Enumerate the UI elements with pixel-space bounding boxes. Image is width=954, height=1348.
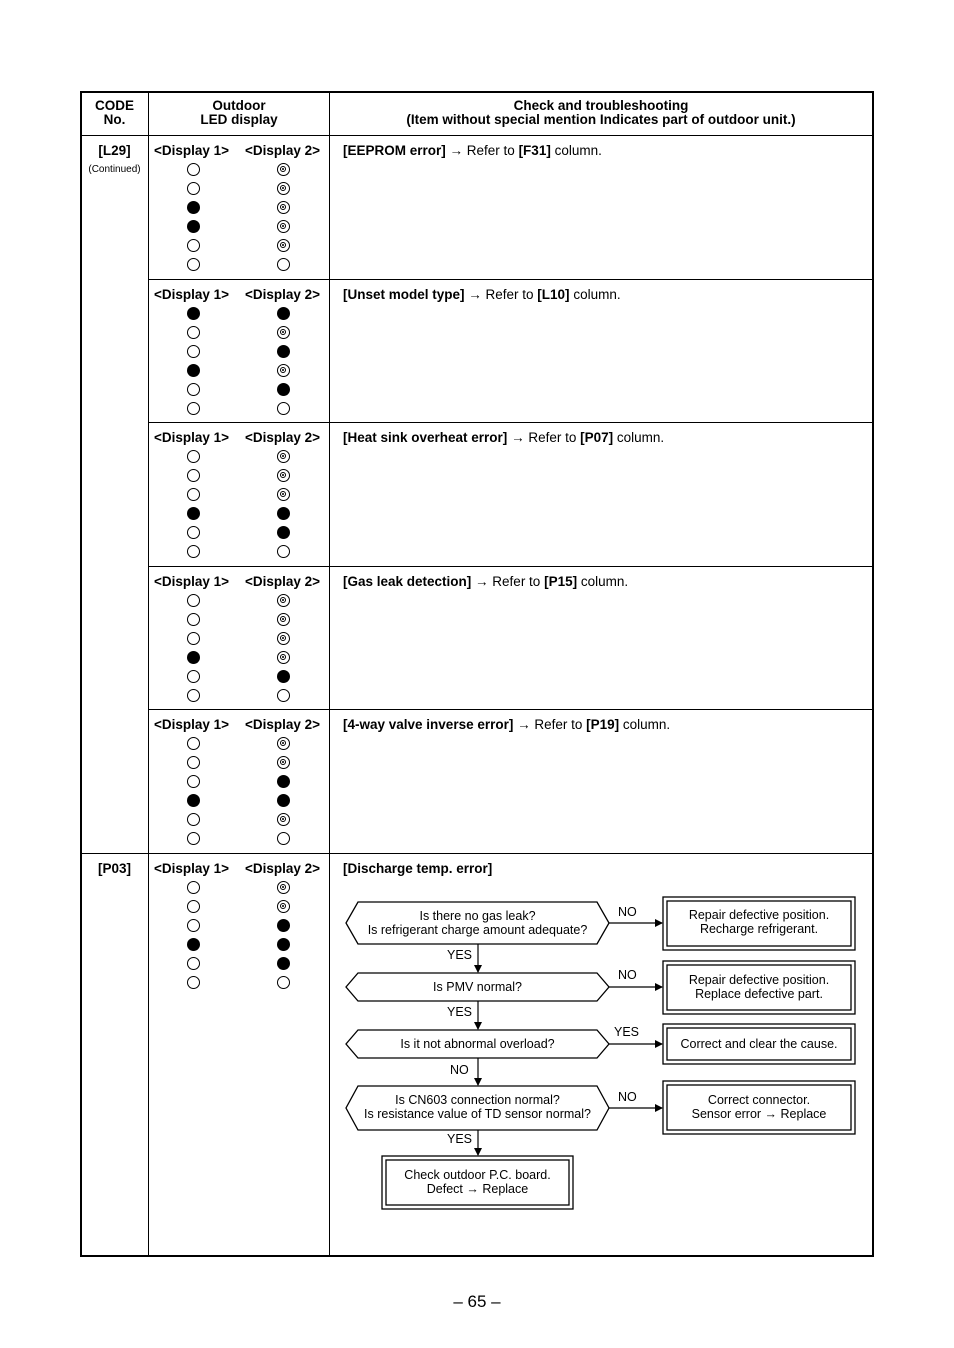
header-code-line1: CODE — [94, 98, 134, 113]
column-text: column. — [577, 574, 629, 589]
q1-text — [346, 909, 609, 937]
q2-no-label: NO — [618, 968, 637, 982]
display2-label: <Display 2> — [245, 574, 321, 589]
q1-line1: Is there no gas leak? — [419, 909, 536, 923]
p03-title-text: [Discharge temp. error] — [343, 861, 493, 876]
q4-line1: Is CN603 connection normal? — [395, 1093, 560, 1107]
column-text: column. — [550, 143, 602, 158]
display2-label: <Display 2> — [245, 717, 321, 732]
reference-code: [L10] — [537, 287, 570, 302]
header-code-line2: No. — [103, 112, 126, 127]
reference-code: [P15] — [544, 574, 578, 589]
a4-text — [663, 1093, 855, 1121]
display1-label: <Display 1> — [154, 430, 230, 445]
q3-no-label: NO — [450, 1063, 469, 1077]
error-name: [Gas leak detection] — [343, 574, 472, 589]
page-number: – 65 – — [453, 1292, 501, 1311]
reference-code: [P07] — [580, 430, 614, 445]
a2-line2: Replace defective part. — [695, 987, 823, 1001]
code-l29-note: (Continued) — [88, 164, 141, 175]
q1-yes-label: YES — [447, 948, 473, 962]
column-text: column. — [569, 287, 621, 302]
code-p03: [P03] — [97, 861, 131, 876]
display2-label: <Display 2> — [245, 287, 321, 302]
a4-line1: Correct connector. — [707, 1093, 811, 1107]
q1-no-label: NO — [618, 905, 637, 919]
column-text: column. — [619, 717, 671, 732]
header-led-line1: Outdoor — [212, 98, 266, 113]
a3-text: Correct and clear the cause. — [680, 1037, 838, 1051]
q3-yes-label: YES — [614, 1025, 640, 1039]
q1-line2: Is refrigerant charge amount adequate? — [367, 923, 588, 937]
header-check-line2: (Item without special mention Indicates part of outdoor unit.) — [406, 112, 796, 127]
q4-no-label: NO — [618, 1090, 637, 1104]
a1-line2: Recharge refrigerant. — [699, 922, 819, 936]
a1-line1: Repair defective position. — [688, 908, 830, 922]
end-text — [382, 1168, 573, 1196]
a2-text — [663, 973, 855, 1001]
refer-to-text: → Refer to — [507, 430, 581, 445]
display1-label: <Display 1> — [154, 287, 230, 302]
a4-line2: Sensor error → Replace — [691, 1107, 827, 1121]
display1-label: <Display 1> — [154, 861, 230, 876]
display2-label: <Display 2> — [245, 861, 321, 876]
a1-text — [663, 908, 855, 936]
error-name: [Heat sink overheat error] — [343, 430, 508, 445]
refer-to-text: → Refer to — [445, 143, 519, 158]
q4-line2: Is resistance value of TD sensor normal? — [364, 1107, 591, 1121]
column-text: column. — [613, 430, 665, 445]
display1-label: <Display 1> — [154, 717, 230, 732]
refer-to-text: → Refer to — [464, 287, 538, 302]
a2-line1: Repair defective position. — [688, 973, 830, 987]
q4-yes-label: YES — [447, 1132, 473, 1146]
header-check-line1: Check and troubleshooting — [513, 98, 689, 113]
error-name: [EEPROM error] — [343, 143, 446, 158]
refer-to-text: → Refer to — [471, 574, 545, 589]
q2-yes-label: YES — [447, 1005, 473, 1019]
display2-label: <Display 2> — [245, 143, 321, 158]
error-name: [Unset model type] — [343, 287, 465, 302]
end-line1: Check outdoor P.C. board. — [404, 1168, 551, 1182]
reference-code: [F31] — [518, 143, 551, 158]
refer-to-text: → Refer to — [513, 717, 587, 732]
error-name: [4-way valve inverse error] — [343, 717, 514, 732]
display2-label: <Display 2> — [245, 430, 321, 445]
header-led-line2: LED display — [200, 112, 278, 127]
end-line2: Defect → Replace — [426, 1182, 529, 1196]
q4-text — [346, 1093, 609, 1121]
display1-label: <Display 1> — [154, 574, 230, 589]
reference-code: [P19] — [586, 717, 620, 732]
code-l29: [L29] — [98, 143, 131, 158]
display1-label: <Display 1> — [154, 143, 230, 158]
q3-text: Is it not abnormal overload? — [400, 1037, 555, 1051]
q2-text: Is PMV normal? — [433, 980, 522, 994]
